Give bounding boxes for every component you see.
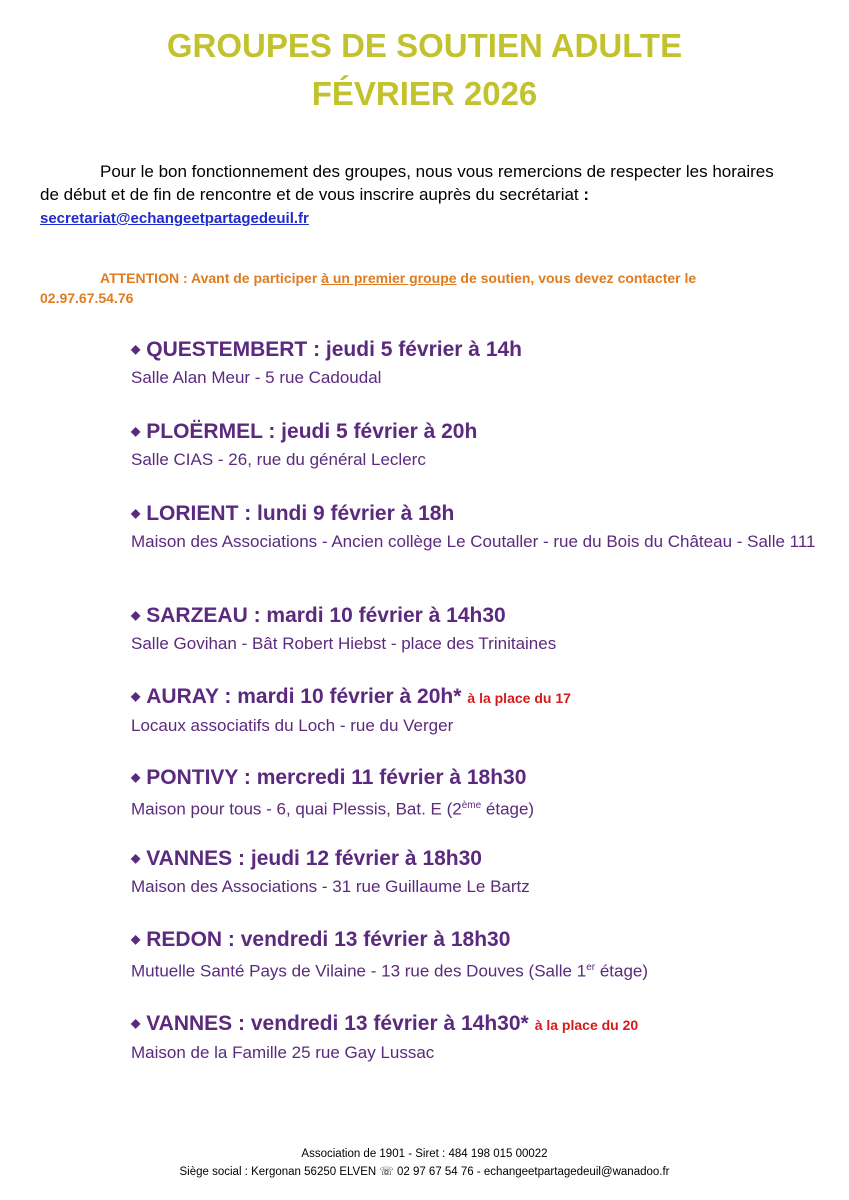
group-address: Maison des Associations - Ancien collège Le Coutaller - rue du Bois du Château - Salle 111 <box>131 532 816 551</box>
footer-line2: Siège social : Kergonan 56250 ELVEN ☏ 02 97 67 54 76 - echangeetpartagedeuil@wanadoo.fr <box>179 1166 670 1178</box>
diamond-bullet-icon: ◆ <box>131 1016 141 1030</box>
secretariat-email-link[interactable]: secretariat@echangeetpartagedeuil.fr <box>40 210 309 227</box>
intro-paragraph <box>40 160 775 230</box>
attention-part1: ATTENTION : Avant de participer <box>100 270 322 286</box>
group-heading-text: VANNES : vendredi 13 février à 14h30* <box>146 1012 529 1035</box>
group-address-end: étage) <box>481 799 535 819</box>
group-item <box>131 602 831 683</box>
page-title-line2: FÉVRIER 2026 <box>311 75 538 112</box>
group-address: Salle CIAS - 26, rue du général Leclerc <box>131 450 426 469</box>
group-address-text: Mutuelle Santé Pays de Vilaine - 13 rue des Douves (Salle 1 <box>131 961 587 981</box>
group-heading-text: PONTIVY : mercredi 11 février à 18h30 <box>146 766 527 789</box>
intro-text: Pour le bon fonctionnement des groupes, nous vous remercions de respecter les horaires de début et de fin de rencontre et de vous inscrire auprès du secrétariat <box>40 162 774 204</box>
diamond-bullet-icon: ◆ <box>131 424 141 438</box>
group-heading <box>131 683 831 711</box>
diamond-bullet-icon: ◆ <box>131 342 141 356</box>
group-heading-text: LORIENT : lundi 9 février à 18h <box>146 502 455 525</box>
groups-list <box>131 336 831 1070</box>
group-address: Locaux associatifs du Loch - rue du Verger <box>131 716 454 735</box>
attention-underlined: à un premier groupe <box>321 270 457 286</box>
group-address <box>131 956 831 983</box>
diamond-bullet-icon: ◆ <box>131 608 141 622</box>
group-heading <box>131 418 831 445</box>
group-address <box>131 794 831 821</box>
group-address: Maison de la Famille 25 rue Gay Lussac <box>131 1043 435 1062</box>
diamond-bullet-icon: ◆ <box>131 689 141 703</box>
group-heading-text: QUESTEMBERT : jeudi 5 février à 14h <box>146 338 522 361</box>
group-address-sup: er <box>586 962 596 973</box>
group-heading-text: AURAY : mardi 10 février à 20h* <box>146 685 462 708</box>
intro-colon: : <box>578 185 590 204</box>
group-heading <box>131 336 831 363</box>
group-heading-text: VANNES : jeudi 12 février à 18h30 <box>146 847 482 870</box>
group-address-end: étage) <box>595 961 649 981</box>
group-address-sup: ème <box>461 800 482 811</box>
diamond-bullet-icon: ◆ <box>131 851 141 865</box>
group-item <box>131 764 831 845</box>
group-heading-text: SARZEAU : mardi 10 février à 14h30 <box>146 604 506 627</box>
group-heading <box>131 845 831 872</box>
group-heading-text: PLOËRMEL : jeudi 5 février à 20h <box>146 420 478 443</box>
group-heading <box>131 926 831 953</box>
group-address: Salle Alan Meur - 5 rue Cadoudal <box>131 368 382 387</box>
group-heading-text: REDON : vendredi 13 février à 18h30 <box>146 928 511 951</box>
group-item <box>131 500 831 602</box>
attention-notice <box>40 268 790 308</box>
group-address: Salle Govihan - Bât Robert Hiebst - place des Trinitaines <box>131 634 557 653</box>
group-item <box>131 683 831 764</box>
group-item <box>131 926 831 1010</box>
group-item <box>131 336 831 418</box>
group-address: Maison des Associations - 31 rue Guillaume Le Bartz <box>131 877 530 896</box>
group-heading <box>131 1010 831 1038</box>
attention-part2: de soutien, vous devez contacter le 02.97.67.54.76 <box>40 270 697 306</box>
diamond-bullet-icon: ◆ <box>131 770 141 784</box>
group-item <box>131 418 831 500</box>
footer-line1: Association de 1901 - Siret : 484 198 015 00022 <box>301 1148 548 1160</box>
group-item <box>131 845 831 926</box>
group-heading <box>131 500 831 527</box>
group-address-text: Maison pour tous - 6, quai Plessis, Bat. E (2 <box>131 799 462 819</box>
diamond-bullet-icon: ◆ <box>131 506 141 520</box>
group-note: à la place du 17 <box>467 690 571 706</box>
group-heading <box>131 602 831 629</box>
group-note: à la place du 20 <box>534 1017 639 1033</box>
group-item <box>131 1010 831 1070</box>
page-title-line1: GROUPES DE SOUTIEN ADULTE <box>166 27 683 64</box>
group-heading <box>131 764 831 791</box>
diamond-bullet-icon: ◆ <box>131 932 141 946</box>
